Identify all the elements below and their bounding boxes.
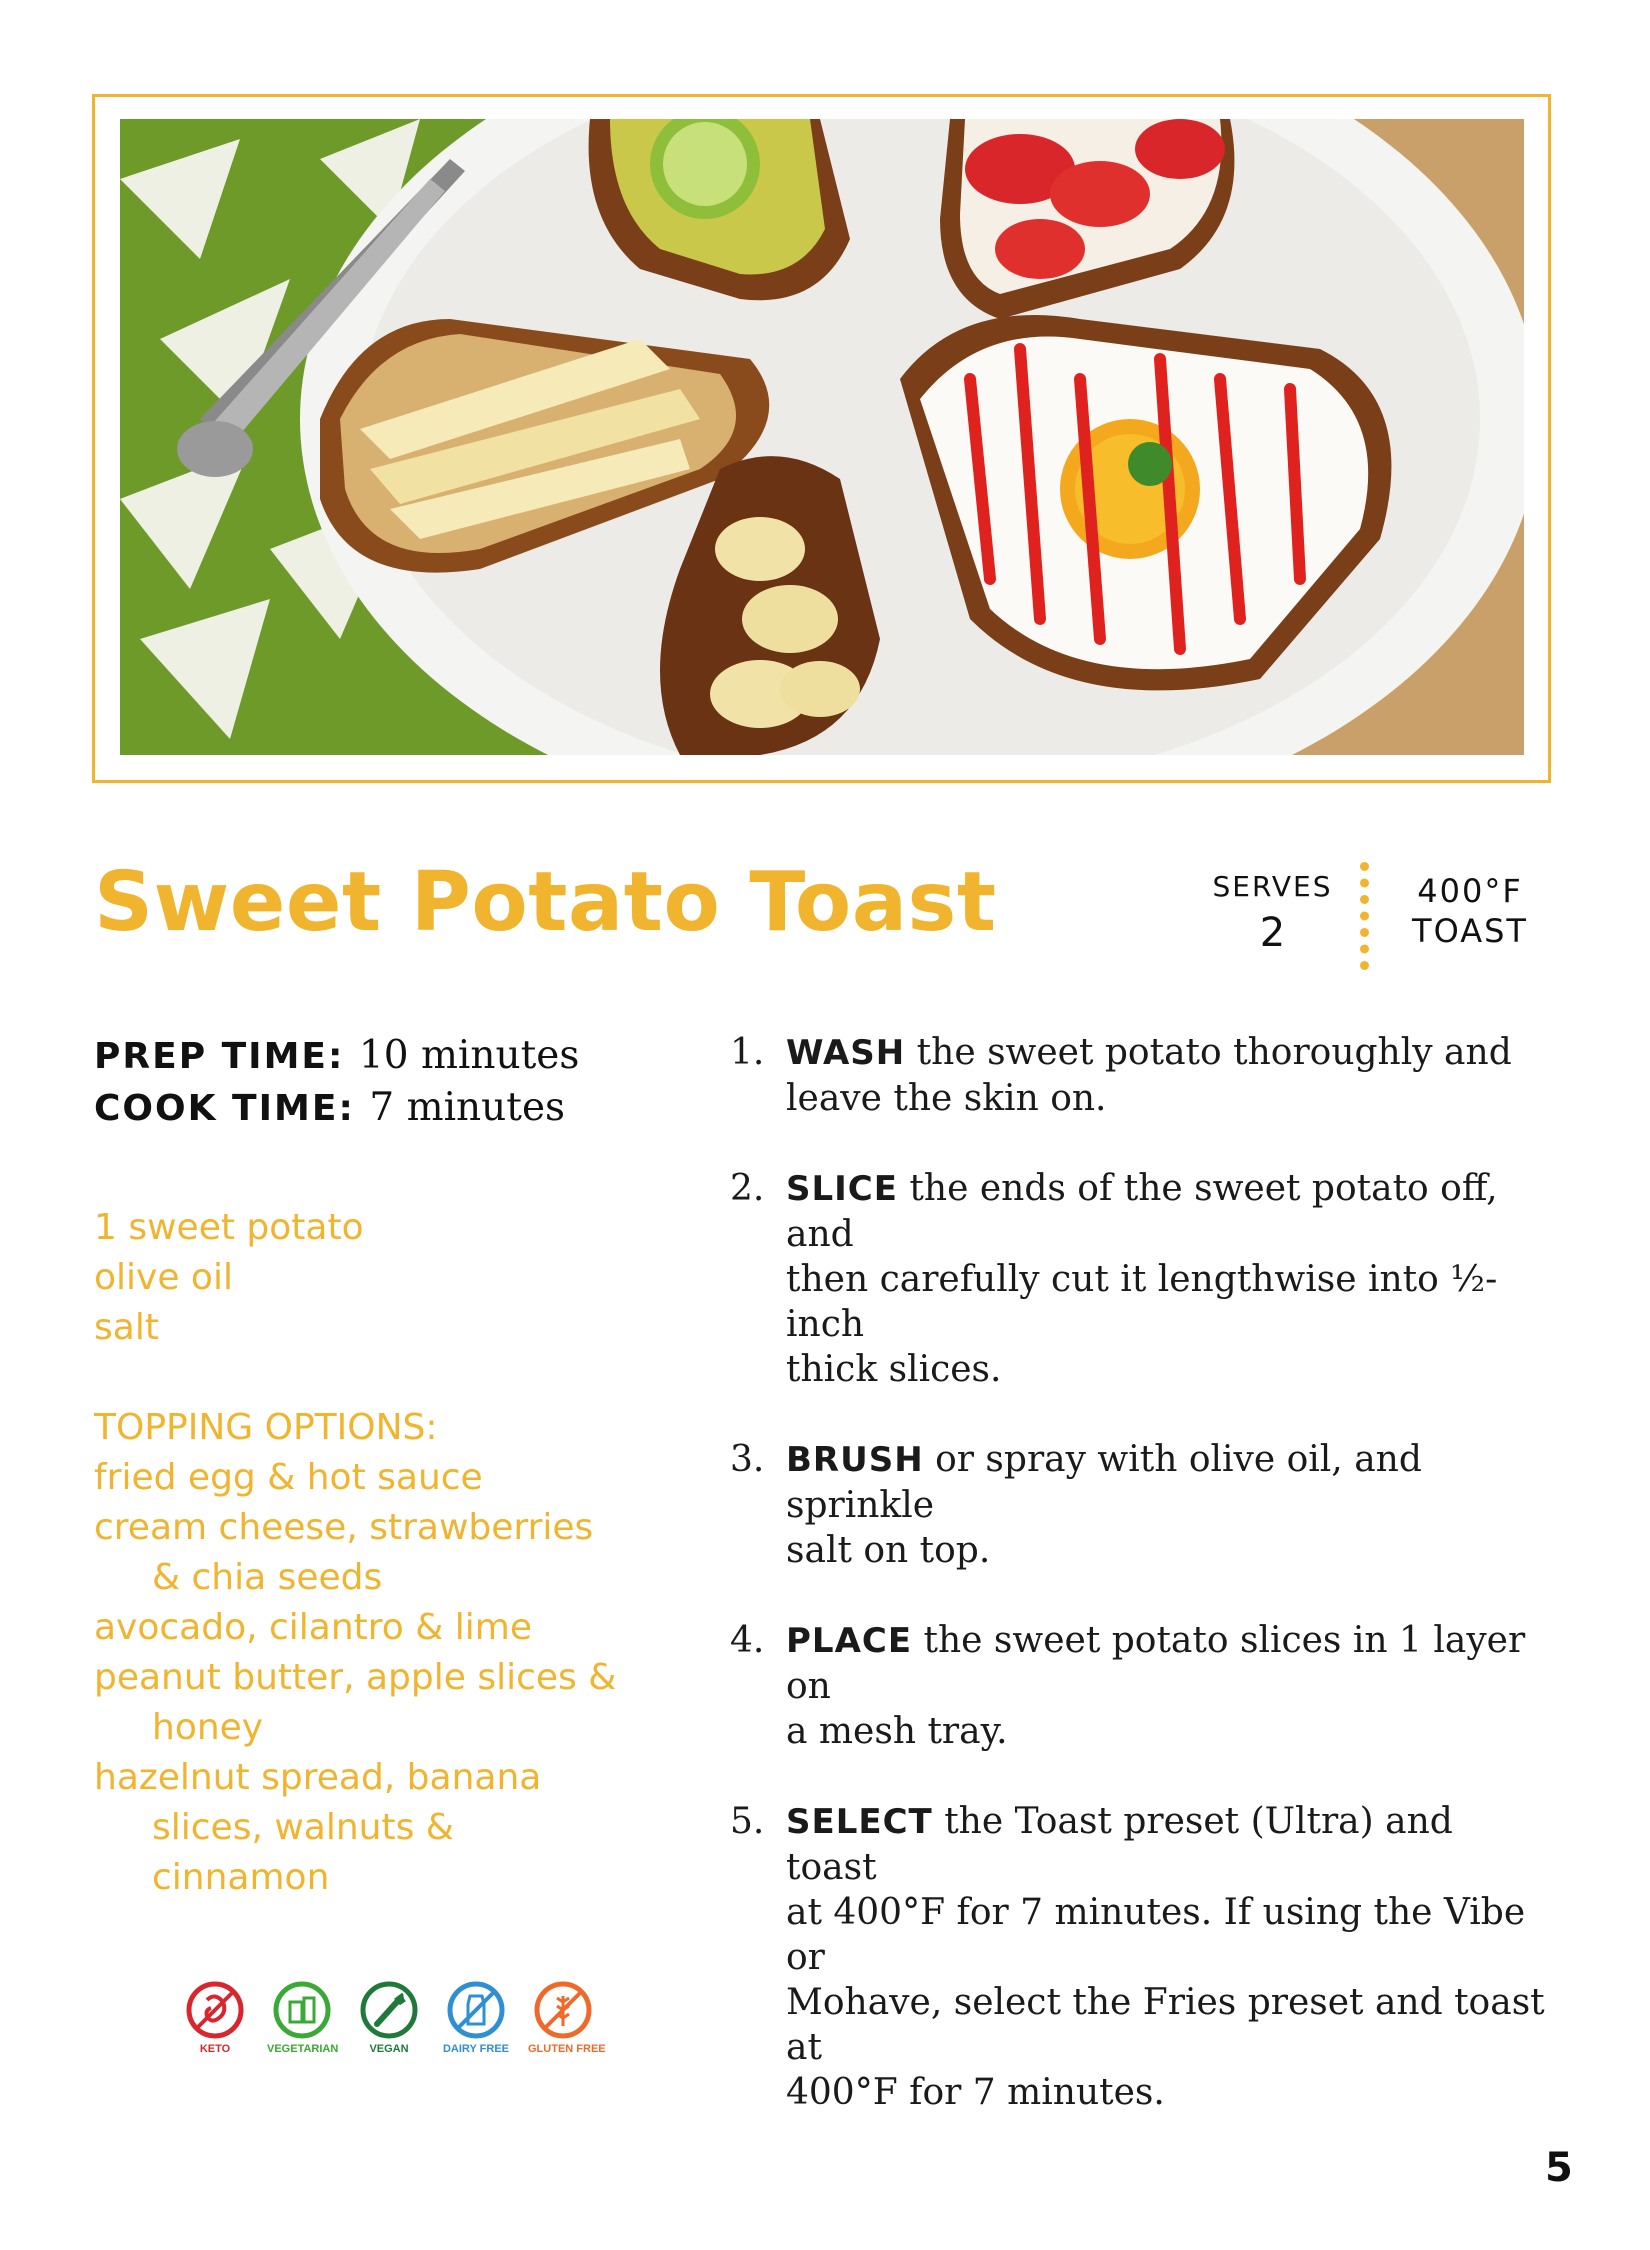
step-verb: BRUSH (786, 1440, 924, 1480)
page-number: 5 (1545, 2145, 1573, 2191)
prep-time-label: PREP TIME (94, 1036, 328, 1077)
step-text: Mohave, select the Fries preset and toast at (786, 1982, 1545, 2068)
step-text: 400°F for 7 minutes. (786, 2072, 1165, 2113)
step-verb: SLICE (786, 1169, 898, 1209)
step-number: 2. (730, 1168, 765, 1209)
temperature-value: 400°F (1417, 872, 1523, 910)
cook-time-label: COOK TIME (94, 1088, 339, 1129)
cook-mode: TOAST (1412, 912, 1528, 950)
topping-item: hazelnut spread, banana (94, 1757, 542, 1798)
cook-time-row: COOK TIME: 7 minutes (94, 1085, 566, 1130)
diet-badge-keto (180, 1980, 250, 2056)
diet-badge-vegan (354, 1980, 424, 2056)
step-text: at 400°F for 7 minutes. If using the Vibe or (786, 1892, 1526, 1978)
step-number: 5. (730, 1801, 765, 1842)
diet-label: DAIRY FREE (442, 2043, 509, 2055)
ingredient-item: salt (94, 1307, 159, 1348)
topping-item: fried egg & hot sauce (94, 1457, 483, 1498)
step-text: or spray with olive oil, and sprinkle (786, 1439, 1422, 1526)
step-verb: WASH (786, 1033, 906, 1073)
dairy-free-icon (446, 1980, 506, 2040)
step-number: 1. (730, 1032, 765, 1073)
diet-badge-dairy-free (441, 1980, 511, 2056)
gluten-free-icon (533, 1980, 593, 2040)
serves-label: SERVES (1212, 870, 1333, 903)
step-text: the sweet potato slices in 1 layer on (786, 1620, 1526, 1707)
prep-time-row: PREP TIME: 10 minutes (94, 1033, 580, 1078)
step-number: 3. (730, 1439, 765, 1480)
step-text: the Toast preset (Ultra) and toast (786, 1801, 1453, 1888)
toppings-heading: TOPPING OPTIONS: (94, 1407, 438, 1448)
diet-badge-gluten-free (528, 1980, 606, 2056)
vegetarian-icon (272, 1980, 332, 2040)
topping-item-continued: cinnamon (152, 1857, 330, 1898)
ingredient-item: olive oil (94, 1257, 233, 1298)
step-text: the ends of the sweet potato off, and (786, 1168, 1498, 1255)
step-text: thick slices. (786, 1349, 1002, 1390)
topping-item: peanut butter, apple slices & (94, 1657, 617, 1698)
step-number: 4. (730, 1620, 765, 1661)
step-text: then carefully cut it lengthwise into ½-inch (786, 1259, 1498, 1345)
dotted-divider (1360, 862, 1369, 970)
recipe-photo (120, 119, 1524, 755)
step-verb: PLACE (786, 1621, 913, 1661)
topping-item-continued: & chia seeds (152, 1557, 383, 1598)
diet-label: VEGETARIAN (267, 2043, 339, 2055)
step-5 (730, 1799, 1550, 2115)
ingredient-list (94, 1203, 694, 1903)
recipe-title: Sweet Potato Toast (94, 855, 997, 950)
topping-item: cream cheese, strawberries (94, 1507, 594, 1548)
topping-item-continued: honey (152, 1707, 264, 1748)
step-text: salt on top. (786, 1530, 991, 1571)
topping-item: avocado, cilantro & lime (94, 1607, 533, 1648)
serves-value: 2 (1259, 910, 1286, 956)
keto-icon (185, 1980, 245, 2040)
instruction-steps (730, 1030, 1550, 2160)
cook-time-value: 7 minutes (369, 1085, 566, 1130)
step-text: a mesh tray. (786, 1711, 1008, 1752)
step-text: the sweet potato thoroughly and (905, 1032, 1512, 1073)
time-info (94, 1030, 579, 1134)
step-4 (730, 1618, 1550, 1754)
step-2 (730, 1166, 1550, 1392)
step-3 (730, 1437, 1550, 1573)
step-verb: SELECT (786, 1802, 933, 1842)
step-text: leave the skin on. (786, 1078, 1107, 1119)
diet-label: KETO (199, 2043, 231, 2055)
diet-badge-vegetarian (267, 1980, 337, 2056)
diet-label: VEGAN (369, 2043, 409, 2055)
prep-time-value: 10 minutes (358, 1033, 580, 1078)
step-1 (730, 1030, 1550, 1121)
vegan-icon (359, 1980, 419, 2040)
topping-item-continued: slices, walnuts & (152, 1807, 454, 1848)
recipe-meta (1200, 862, 1560, 972)
diet-badges (180, 1980, 606, 2060)
diet-label: GLUTEN FREE (528, 2043, 606, 2055)
ingredient-item: 1 sweet potato (94, 1207, 364, 1248)
